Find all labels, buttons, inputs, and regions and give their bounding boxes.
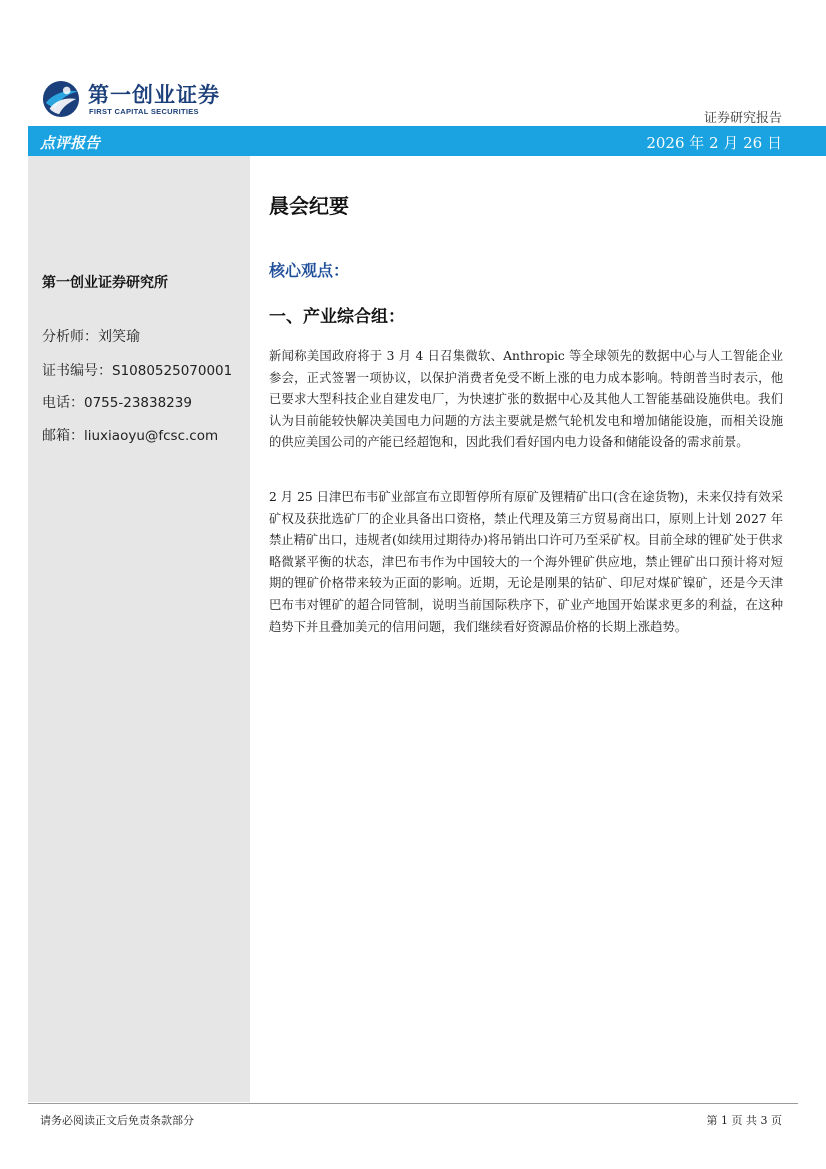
phone-row [42, 392, 192, 412]
page-number: 第 1 页 共 3 页 [706, 1114, 782, 1127]
research-institute-name: 第一创业证券研究所 [42, 275, 168, 291]
phone-number: 0755-23838239 [84, 395, 192, 411]
analyst-name: 刘笑瑜 [98, 329, 140, 345]
report-type-label: 证券研究报告 [703, 111, 782, 126]
footer-disclaimer: 请务必阅读正文后免责条款部分 [40, 1114, 194, 1127]
analyst-row [42, 326, 140, 346]
company-logo [42, 78, 242, 120]
logo-english-name: FIRST CAPITAL SECURITIES [89, 107, 199, 116]
paragraph-lithium-export: 2 月 25 日津巴布韦矿业部宣布立即暂停所有原矿及锂精矿出口(含在途货物)，未来仅持有效采矿权及获批选矿厂的企业具备出口资格，禁止代理及第三方贸易商出口，原则上计划 2027 年禁止精矿出口，违规者(如续用过期待办)将吊销出口许可乃至采矿权。目前全球的锂矿处于供求略微紧平衡的状态，津巴布韦作为中国较大的一个海外锂矿供应地，禁止锂矿出口预计将对短期的锂矿价格带来较为正面的影响。近期，无论是刚果的钴矿、印尼对煤矿镍矿，还是今天津巴布韦对锂矿的超合同管制，说明当前国际秩序下，矿业产地国开始谋求更多的利益，在这种趋势下并且叠加美元的信用问题，我们继续看好资源品价格的长期上涨趋势。 [269, 490, 783, 634]
section-heading: 一、产业综合组： [269, 307, 405, 327]
globe-logo-icon [42, 80, 80, 118]
phone-label: 电话： [42, 395, 84, 411]
page-title: 晨会纪要 [269, 194, 349, 218]
paragraph-power-demand: 新闻称美国政府将于 3 月 4 日召集微软、Anthropic 等全球领先的数据中心与人工智能企业参会，正式签署一项协议，以保护消费者免受不断上涨的电力成本影响。特朗普当时表示，他已要求大型科技企业自建发电厂，为快速扩张的数据中心及其他人工智能基础设施供电。我们认为目前能较快解决美国电力问题的方法主要就是燃气轮机发电和增加储能设施，而相关设施的供应美国公司的产能已经超饱和，因此我们看好国内电力设备和储能设备的需求前景。 [269, 349, 783, 450]
certificate-label: 证书编号： [42, 363, 112, 379]
certificate-row [42, 360, 232, 380]
email-row [42, 425, 218, 445]
report-category-tag: 点评报告 [40, 134, 101, 152]
email-label: 邮箱： [42, 428, 84, 444]
email-address[interactable]: liuxiaoyu@fcsc.com [84, 428, 219, 444]
footer-divider [28, 1103, 798, 1104]
certificate-number: S1080525070001 [112, 363, 233, 379]
logo-chinese-name: 第一创业证券 [88, 83, 220, 107]
report-date: 2026 年 2 月 26 日 [646, 134, 782, 152]
analyst-label: 分析师： [42, 329, 98, 345]
core-views-heading: 核心观点： [269, 261, 350, 280]
report-banner [28, 126, 826, 156]
analyst-sidebar [28, 156, 250, 1102]
